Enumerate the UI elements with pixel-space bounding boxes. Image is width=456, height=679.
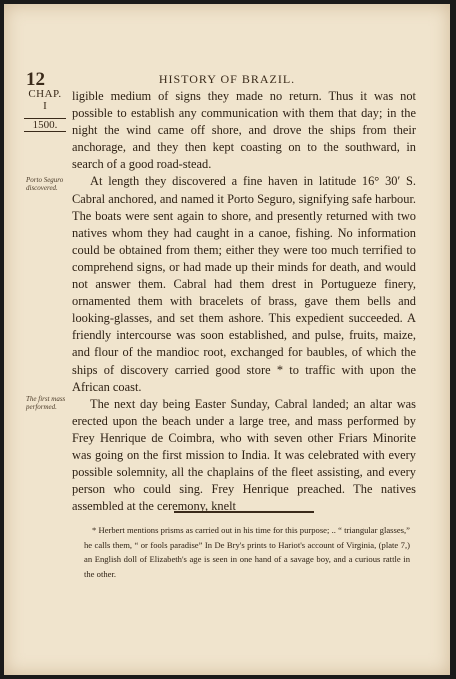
- body-text: [72, 88, 416, 515]
- paragraph: ligible medium of signs they made no return. Thus it was not possible to establish any communication with them that day; in the night the wind came off shore, and drove the ships from their anchorage, and they then kept coasting on to the southward, in search of a good road-stead.: [72, 89, 416, 172]
- running-head: HISTORY OF BRAZIL.: [158, 72, 296, 86]
- page-number: 12: [26, 69, 45, 90]
- paragraph: At length they discovered a fine haven in latitude 16° 30′ S. Cabral anchored, and named it Porto Seguro, signifying safe harbour. The boats were sent again to shore, and presently returned with two natives whom they had caught in a canoe, fishing. No information could be obtained from them; either they were too much terrified to comprehend signs, or had made up their minds for death, and would not answer them. Cabral had them drest in Portugueze finery, ornamented them with bracelets of brass, gave them bells and looking-glasses, and set them ashore. This expedient succeeded. A friendly intercourse was soon established, and pulse, fruits, maize, and flour of the mandioc root, exchanged for baubles, of which the ships of discovery carried good store * to traffic with upon the African coast.: [72, 174, 416, 394]
- sidenote-porto-seguro: Porto Seguro discovered.: [26, 176, 64, 192]
- chapter-label: CHAP.: [28, 88, 62, 100]
- chapter-year: 1500.: [24, 118, 66, 132]
- book-page: [4, 4, 450, 675]
- footnote-divider: [174, 511, 314, 513]
- sidenote-first-mass: The first mass performed.: [26, 395, 66, 411]
- footnote: * Herbert mentions prisms as carried out in his time for this purpose; .. “ triangular glasses,” he calls them, “ or fools paradise” In De Bry's prints to Hariot's account of Virginia, (plate 7,) an English doll of Elizabeth's age is seen in one hand of a savage boy, and a curious rattle in the other.: [84, 525, 410, 580]
- chapter-marker: [24, 88, 66, 132]
- paragraph: The next day being Easter Sunday, Cabral landed; an altar was erected upon the beach under a large tree, and mass performed by Frey Henrique de Coimbra, who with seven other Friars Minorite was going on the first mission to India. It was celebrated with every possible solemnity, all the chaplains of the fleet assisting, and every person who could sing. Frey Henrique preached. The natives assembled at the ceremony, knelt: [72, 396, 416, 514]
- chapter-number: I: [43, 100, 47, 112]
